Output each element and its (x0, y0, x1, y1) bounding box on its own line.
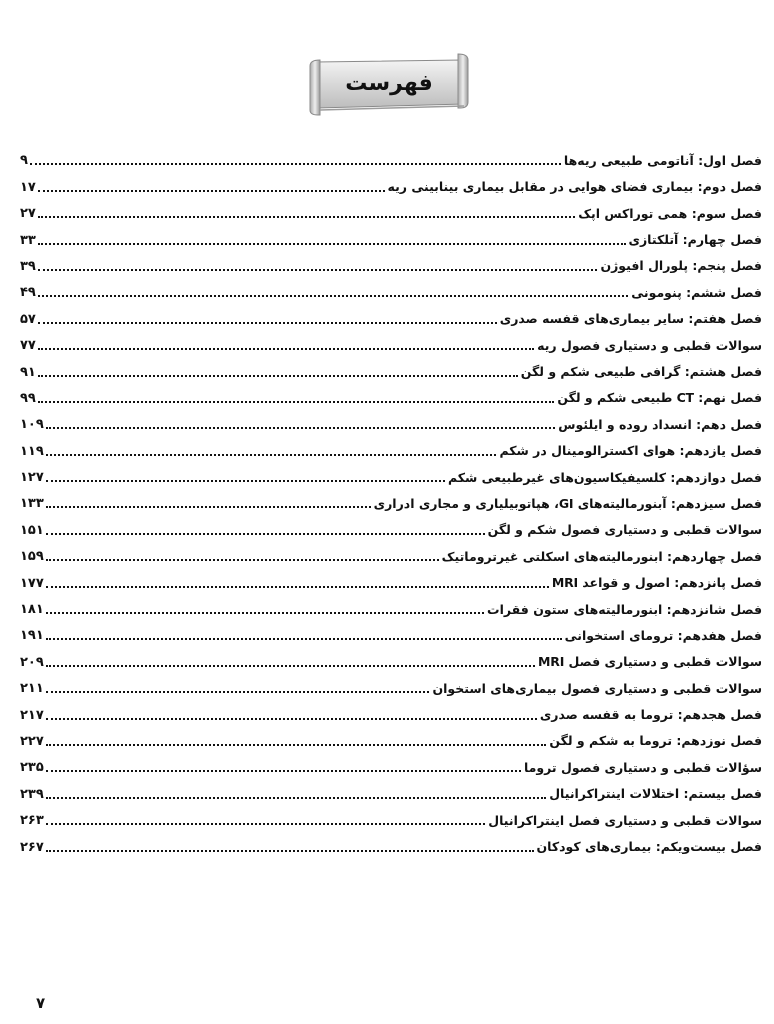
toc-entry-page: ۱۰۹ (20, 417, 44, 433)
toc-entry-title: فصل سیزدهم: آبنورمالیته‌های GI، هپاتوبیلیاری و مجاری ادراری (373, 495, 762, 511)
dot-leader (46, 533, 485, 535)
toc-entry-title: فصل دوازدهم: کلسیفیکاسیون‌های غیرطبیعی شکم (447, 469, 762, 485)
toc-entry-page: ۷۷ (20, 338, 36, 354)
toc-entry-page: ۲۶۷ (20, 839, 44, 855)
toc-entry-title: فصل بیست‌ویکم: بیماری‌های کودکان (536, 839, 762, 855)
dot-leader (46, 638, 562, 640)
toc-entry-title: فصل هجدهم: تروما به قفسه صدری (539, 707, 762, 723)
dot-leader (30, 163, 561, 165)
dot-leader (46, 718, 537, 720)
dot-leader (46, 744, 547, 746)
toc-entry-title: سوالات قطبی و دستیاری فصول ریه (537, 337, 762, 353)
toc-entry[interactable] (20, 774, 762, 800)
toc-entry-title: فصل اول: آناتومی طبیعی ریه‌ها (563, 152, 762, 168)
toc-entry-page: ۱۲۷ (20, 470, 44, 486)
dot-leader (38, 348, 534, 350)
dot-leader (38, 401, 554, 403)
toc-entry[interactable] (20, 379, 762, 405)
dot-leader (46, 665, 535, 667)
toc-entry[interactable] (20, 642, 762, 668)
toc-entry[interactable] (20, 167, 762, 193)
toc-entry-title: سوالات قطبی و دستیاری فصول شکم و لگن (487, 522, 762, 538)
toc-entry[interactable] (20, 484, 762, 510)
toc-entry-page: ۹۹ (20, 390, 36, 406)
toc-entry-page: ۱۷ (20, 179, 36, 195)
dot-leader (38, 269, 598, 271)
toc-entry[interactable] (20, 352, 762, 378)
toc-entry-page: ۹ (20, 153, 28, 169)
dot-leader (46, 823, 485, 825)
toc-entry-page: ۱۷۷ (20, 575, 44, 591)
toc-entry-page: ۳۹ (20, 258, 36, 274)
dot-leader (38, 295, 628, 297)
dot-leader (46, 586, 549, 588)
toc-entry[interactable] (20, 748, 762, 774)
dot-leader (46, 480, 445, 482)
dot-leader (38, 375, 518, 377)
toc-entry-title: فصل پانزدهم: اصول و قواعد MRI (551, 575, 762, 591)
toc-entry-title: فصل نوزدهم: تروما به شکم و لگن (549, 733, 762, 749)
dot-leader (46, 454, 497, 456)
toc-entry-page: ۲۲۷ (20, 733, 44, 749)
toc-entry[interactable] (20, 299, 762, 325)
toc-entry-page: ۴۹ (20, 285, 36, 301)
toc-entry[interactable] (20, 194, 762, 220)
toc-entry[interactable] (20, 326, 762, 352)
dot-leader (38, 190, 385, 192)
toc-entry[interactable] (20, 722, 762, 748)
toc-entry-title: سوالات قطبی و دستیاری فصل اینتراکرانیال (488, 812, 762, 828)
toc-entry-title: فصل نهم: CT طبیعی شکم و لگن (557, 390, 762, 406)
toc-entry-title: فصل دهم: انسداد روده و ایلئوس (558, 416, 762, 432)
toc-entry-page: ۳۳ (20, 232, 36, 248)
toc-entry[interactable] (20, 141, 762, 167)
dot-leader (46, 559, 439, 561)
toc-entry-title: فصل شانزدهم: ابنورمالیته‌های ستون فقرات (487, 601, 762, 617)
toc-entry[interactable] (20, 563, 762, 589)
toc-entry[interactable] (20, 801, 762, 827)
page-title: فهرست (345, 71, 433, 96)
toc-entry-page: ۲۳۵ (20, 760, 44, 776)
dot-leader (46, 612, 484, 614)
toc-entry-title: فصل چهاردهم: ابنورمالیته‌های اسکلتی غیرتروماتیک (441, 548, 762, 564)
toc-entry-title: فصل بیستم: اختلالات اینتراکرانیال (549, 786, 762, 802)
toc-entry[interactable] (20, 669, 762, 695)
dot-leader (38, 243, 626, 245)
title-banner (308, 52, 470, 116)
toc-entry-page: ۲۷ (20, 206, 36, 222)
dot-leader (46, 691, 430, 693)
toc-entry[interactable] (20, 431, 762, 457)
dot-leader (46, 797, 546, 799)
toc-entry[interactable] (20, 537, 762, 563)
table-of-contents (20, 141, 762, 854)
toc-entry-page: ۹۱ (20, 364, 36, 380)
toc-entry-title: فصل هفتم: سایر بیماری‌های قفسه صدری (499, 311, 762, 327)
toc-entry[interactable] (20, 247, 762, 273)
toc-entry-page: ۲۱۷ (20, 707, 44, 723)
toc-entry-title: فصل دوم: بیماری فضای هوایی در مقابل بیماری بینابینی ریه (387, 179, 762, 195)
dot-leader (38, 216, 575, 218)
toc-entry-page: ۲۱۱ (20, 681, 44, 697)
toc-entry-title: سؤالات قطبی و دستیاری فصول تروما (523, 759, 762, 775)
dot-leader (46, 850, 534, 852)
toc-entry[interactable] (20, 458, 762, 484)
toc-entry[interactable] (20, 510, 762, 536)
toc-entry-page: ۱۸۱ (20, 602, 44, 618)
toc-entry-page: ۵۷ (20, 311, 36, 327)
dot-leader (46, 427, 555, 429)
toc-entry-title: فصل پنجم: پلورال افیوژن (600, 258, 762, 274)
toc-entry-page: ۱۱۹ (20, 443, 44, 459)
toc-entry-title: فصل یازدهم: هوای اکسترالومینال در شکم (499, 443, 762, 459)
toc-entry[interactable] (20, 273, 762, 299)
toc-entry[interactable] (20, 220, 762, 246)
toc-entry[interactable] (20, 695, 762, 721)
toc-entry-title: فصل چهارم: آتلکتازی (628, 232, 762, 248)
page-number: ۷ (36, 994, 46, 1012)
dot-leader (46, 506, 371, 508)
toc-entry-page: ۲۳۹ (20, 786, 44, 802)
toc-entry-page: ۱۹۱ (20, 628, 44, 644)
toc-entry-page: ۲۶۳ (20, 813, 44, 829)
toc-entry-title: فصل سوم: همی توراکس اپک (578, 205, 762, 221)
toc-entry-page: ۲۰۹ (20, 654, 44, 670)
toc-entry[interactable] (20, 405, 762, 431)
toc-entry-title: فصل هفدهم: ترومای استخوانی (564, 627, 762, 643)
toc-entry-page: ۱۵۱ (20, 522, 44, 538)
toc-entry[interactable] (20, 827, 762, 853)
dot-leader (46, 770, 521, 772)
toc-entry-title: سوالات قطبی و دستیاری فصل MRI (538, 654, 762, 670)
toc-entry-page: ۱۵۹ (20, 549, 44, 565)
toc-entry[interactable] (20, 616, 762, 642)
dot-leader (38, 322, 497, 324)
toc-entry[interactable] (20, 590, 762, 616)
toc-entry-page: ۱۳۳ (20, 496, 44, 512)
toc-entry-title: فصل ششم: پنومونی (631, 284, 762, 300)
toc-entry-title: سوالات قطبی و دستیاری فصول بیماری‌های استخوان (432, 680, 762, 696)
toc-entry-title: فصل هشتم: گرافی طبیعی شکم و لگن (520, 364, 762, 380)
